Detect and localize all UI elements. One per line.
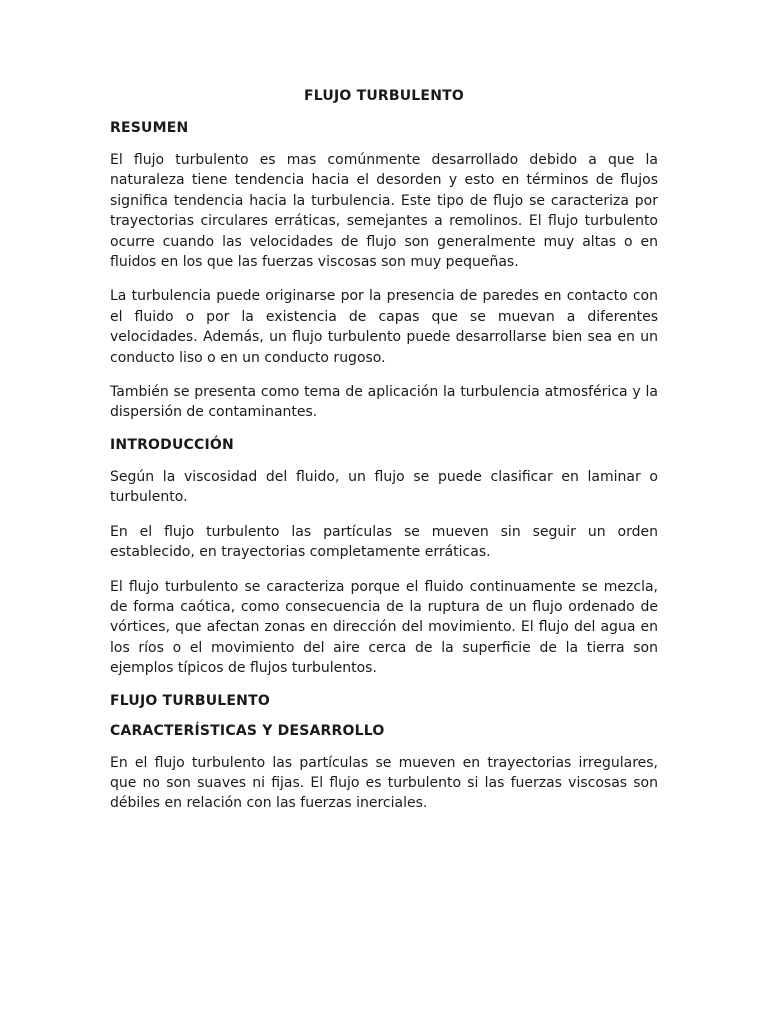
paragraph: También se presenta como tema de aplicación la turbulencia atmosférica y la dispersión de contaminantes. [110,384,658,421]
paragraph: El flujo turbulento se caracteriza porque el fluido continuamente se mezcla, de forma caótica, como consecuencia de la ruptura de un flujo ordenado de vórtices, que afectan zonas en dirección del movimiento. El flujo del agua en los ríos o el movimiento del aire cerca de la superficie de la tierra son ejemplos típicos de flujos turbulentos. [110,578,658,677]
paragraph: La turbulencia puede originarse por la presencia de paredes en contacto con el fluido o por la existencia de capas que se muevan a diferentes velocidades. Además, un flujo turbulento puede desarrollarse bien sea en un conducto liso o en un conducto rugoso. [110,288,658,366]
paragraph: En el flujo turbulento las partículas se mueven sin seguir un orden establecido, en trayectorias completamente erráticas. [110,523,658,561]
section-heading-resumen: RESUMEN [110,120,189,136]
section-heading-caracteristicas: CARACTERÍSTICAS Y DESARROLLO [110,722,385,739]
document-title: FLUJO TURBULENTO [304,88,464,104]
paragraph: El flujo turbulento es mas comúnmente desarrollado debido a que la naturaleza tiene tendencia hacia el desorden y esto en términos de flujos significa tendencia hacia la turbulencia. Este tipo de flujo se caracteriza por trayectorias circulares erráticas, semejantes a remolinos. El flujo turbulento ocurre cuando las velocidades de flujo son generalmente muy altas o en fluidos en los que las fuerzas viscosas son muy pequeñas. [110,152,658,271]
document-page [110,88,658,828]
section-heading-introduccion: INTRODUCCIÓN [110,436,234,453]
paragraph: En el flujo turbulento las partículas se mueven en trayectorias irregulares, que no son suaves ni fijas. El flujo es turbulento si las fuerzas viscosas son débiles en relación con las fuerzas inerciales. [110,754,658,812]
section-heading-flujo-turbulento: FLUJO TURBULENTO [110,692,270,709]
paragraph: Según la viscosidad del fluido, un flujo se puede clasificar en laminar o turbulento. [110,468,658,506]
